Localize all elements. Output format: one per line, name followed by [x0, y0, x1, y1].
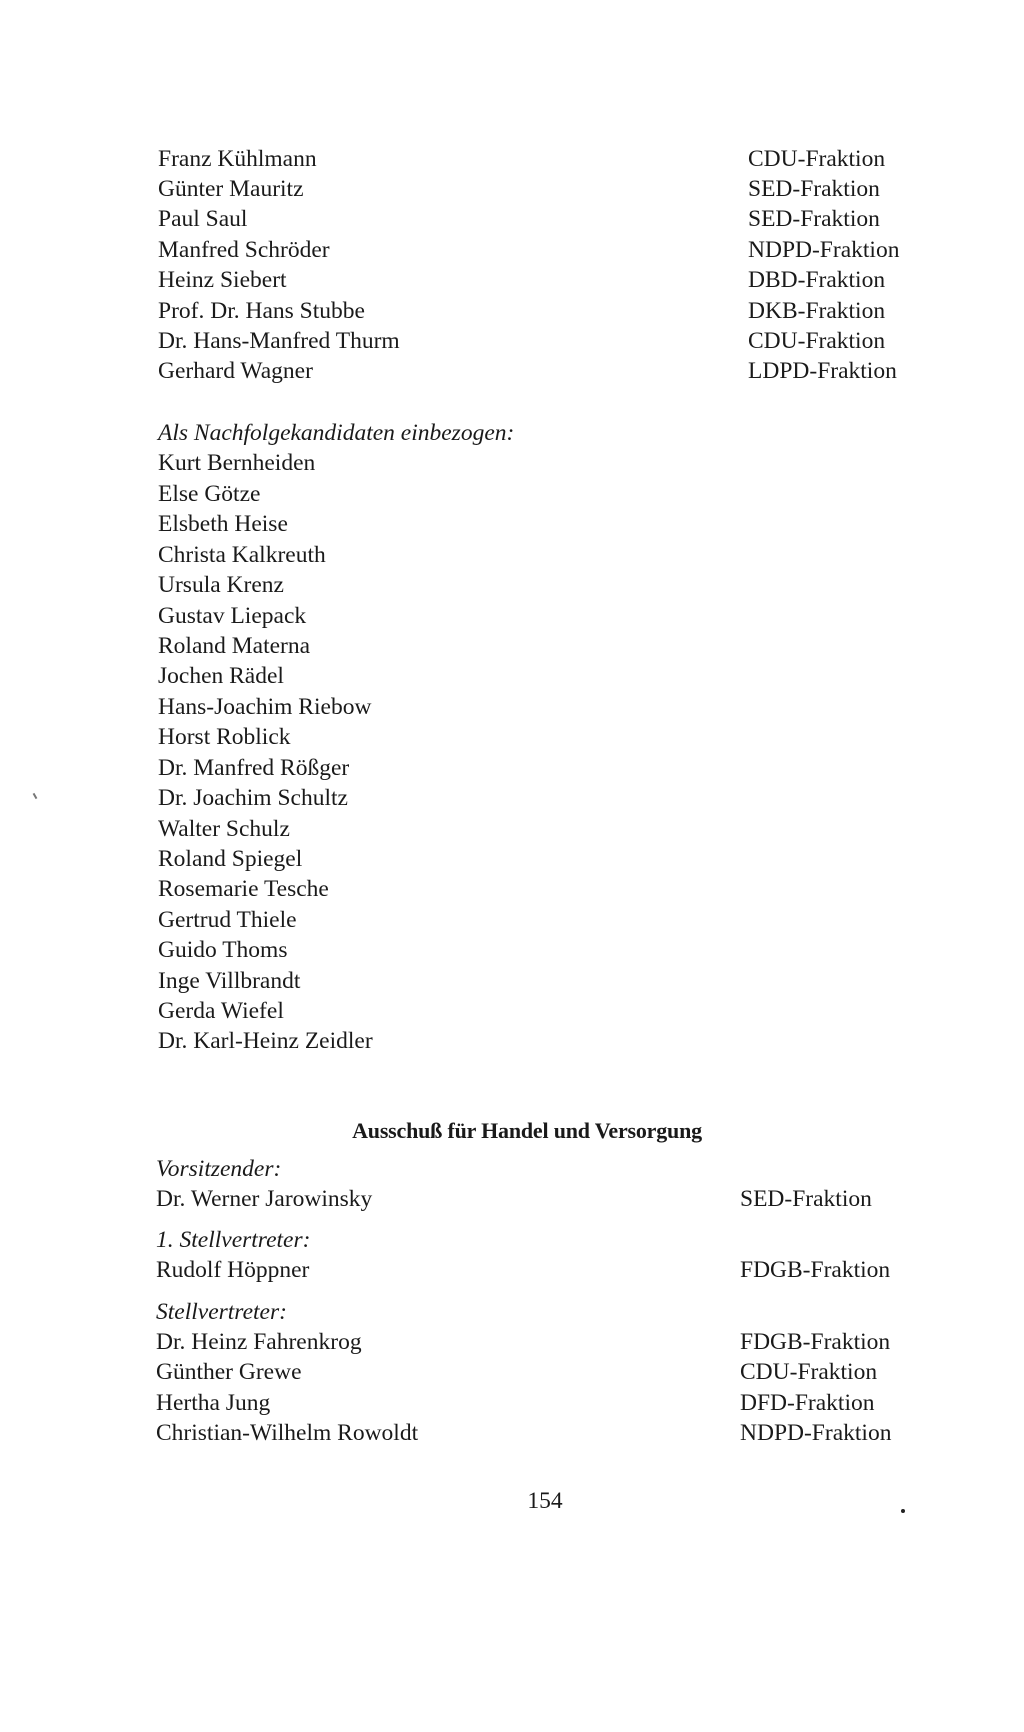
successor-name: Dr. Karl-Heinz Zeidler	[158, 1028, 373, 1054]
deputy-party: CDU-Fraktion	[740, 1359, 878, 1385]
deputy-name: Hertha Jung	[156, 1390, 271, 1416]
member-name: Manfred Schröder	[158, 237, 330, 263]
successor-name: Inge Villbrandt	[158, 968, 301, 994]
deputy-party: FDGB-Fraktion	[740, 1329, 891, 1355]
successor-name: Roland Spiegel	[158, 846, 303, 872]
deputy-party: DFD-Fraktion	[740, 1390, 875, 1416]
deputy-row	[0, 1356, 1024, 1388]
successor-row	[0, 843, 1024, 875]
member-name: Paul Saul	[158, 206, 248, 232]
deputy-row	[0, 1417, 1024, 1449]
successor-row	[0, 965, 1024, 997]
successor-name: Christa Kalkreuth	[158, 542, 326, 568]
successor-name: Roland Materna	[158, 633, 311, 659]
member-row	[0, 173, 1024, 205]
successor-name: Dr. Joachim Schultz	[158, 785, 348, 811]
deputy-name: Dr. Heinz Fahrenkrog	[156, 1329, 362, 1355]
member-name: Heinz Siebert	[158, 267, 287, 293]
successor-name: Jochen Rädel	[158, 663, 284, 689]
successor-row	[0, 630, 1024, 662]
successor-name: Guido Thoms	[158, 937, 288, 963]
member-party: CDU-Fraktion	[748, 146, 886, 172]
chair-name: Dr. Werner Jarowinsky	[156, 1186, 373, 1212]
successor-row	[0, 904, 1024, 936]
successor-row	[0, 721, 1024, 753]
member-name: Franz Kühlmann	[158, 146, 317, 172]
chair-label: Vorsitzender:	[156, 1156, 282, 1182]
page-number: 154	[527, 1488, 563, 1514]
member-party: DKB-Fraktion	[748, 298, 886, 324]
successor-row	[0, 660, 1024, 692]
deputy-party: NDPD-Fraktion	[740, 1420, 892, 1446]
successor-row	[0, 478, 1024, 510]
successor-name: Gerda Wiefel	[158, 998, 284, 1024]
successor-row	[0, 813, 1024, 845]
successor-row	[0, 691, 1024, 723]
successor-row	[0, 600, 1024, 632]
member-party: NDPD-Fraktion	[748, 237, 900, 263]
member-row	[0, 203, 1024, 235]
member-row	[0, 355, 1024, 387]
member-name: Gerhard Wagner	[158, 358, 313, 384]
first-deputy-row	[0, 1254, 1024, 1286]
member-party: LDPD-Fraktion	[748, 358, 897, 384]
successor-name: Dr. Manfred Rößger	[158, 755, 350, 781]
successor-row	[0, 1025, 1024, 1057]
successor-name: Kurt Bernheiden	[158, 450, 316, 476]
successor-name: Ursula Krenz	[158, 572, 284, 598]
member-party: SED-Fraktion	[748, 176, 880, 202]
successor-row	[0, 873, 1024, 905]
scan-dot-mark	[901, 1509, 905, 1513]
member-party: SED-Fraktion	[748, 206, 880, 232]
first-deputy-label: 1. Stellvertreter:	[156, 1227, 311, 1253]
member-row	[0, 234, 1024, 266]
member-name: Prof. Dr. Hans Stubbe	[158, 298, 365, 324]
first-deputy-party: FDGB-Fraktion	[740, 1257, 891, 1283]
successor-name: Elsbeth Heise	[158, 511, 288, 537]
successor-name: Hans-Joachim Riebow	[158, 694, 372, 720]
committee-title: Ausschuß für Handel und Versorgung	[352, 1118, 702, 1143]
successor-row	[0, 782, 1024, 814]
successor-row	[0, 447, 1024, 479]
member-name: Dr. Hans-Manfred Thurm	[158, 328, 400, 354]
successor-row	[0, 539, 1024, 571]
successor-name: Else Götze	[158, 481, 261, 507]
successor-name: Rosemarie Tesche	[158, 876, 329, 902]
member-party: CDU-Fraktion	[748, 328, 886, 354]
deputy-name: Christian-Wilhelm Rowoldt	[156, 1420, 419, 1446]
deputies-label: Stellvertreter:	[156, 1299, 287, 1325]
deputy-row	[0, 1387, 1024, 1419]
successor-row	[0, 508, 1024, 540]
deputy-name: Günther Grewe	[156, 1359, 302, 1385]
successor-name: Gustav Liepack	[158, 603, 307, 629]
member-party: DBD-Fraktion	[748, 267, 886, 293]
successor-name: Horst Roblick	[158, 724, 291, 750]
deputy-row	[0, 1326, 1024, 1358]
successor-row	[0, 752, 1024, 784]
successor-row	[0, 569, 1024, 601]
chair-row	[0, 1183, 1024, 1215]
successor-row	[0, 934, 1024, 966]
chair-party: SED-Fraktion	[740, 1186, 872, 1212]
successor-row	[0, 995, 1024, 1027]
member-row	[0, 325, 1024, 357]
successors-label: Als Nachfolgekandidaten einbezogen:	[158, 420, 515, 446]
member-row	[0, 143, 1024, 175]
member-row	[0, 295, 1024, 327]
successor-name: Gertrud Thiele	[158, 907, 297, 933]
member-row	[0, 264, 1024, 296]
first-deputy-name: Rudolf Höppner	[156, 1257, 310, 1283]
member-name: Günter Mauritz	[158, 176, 304, 202]
successor-name: Walter Schulz	[158, 816, 290, 842]
